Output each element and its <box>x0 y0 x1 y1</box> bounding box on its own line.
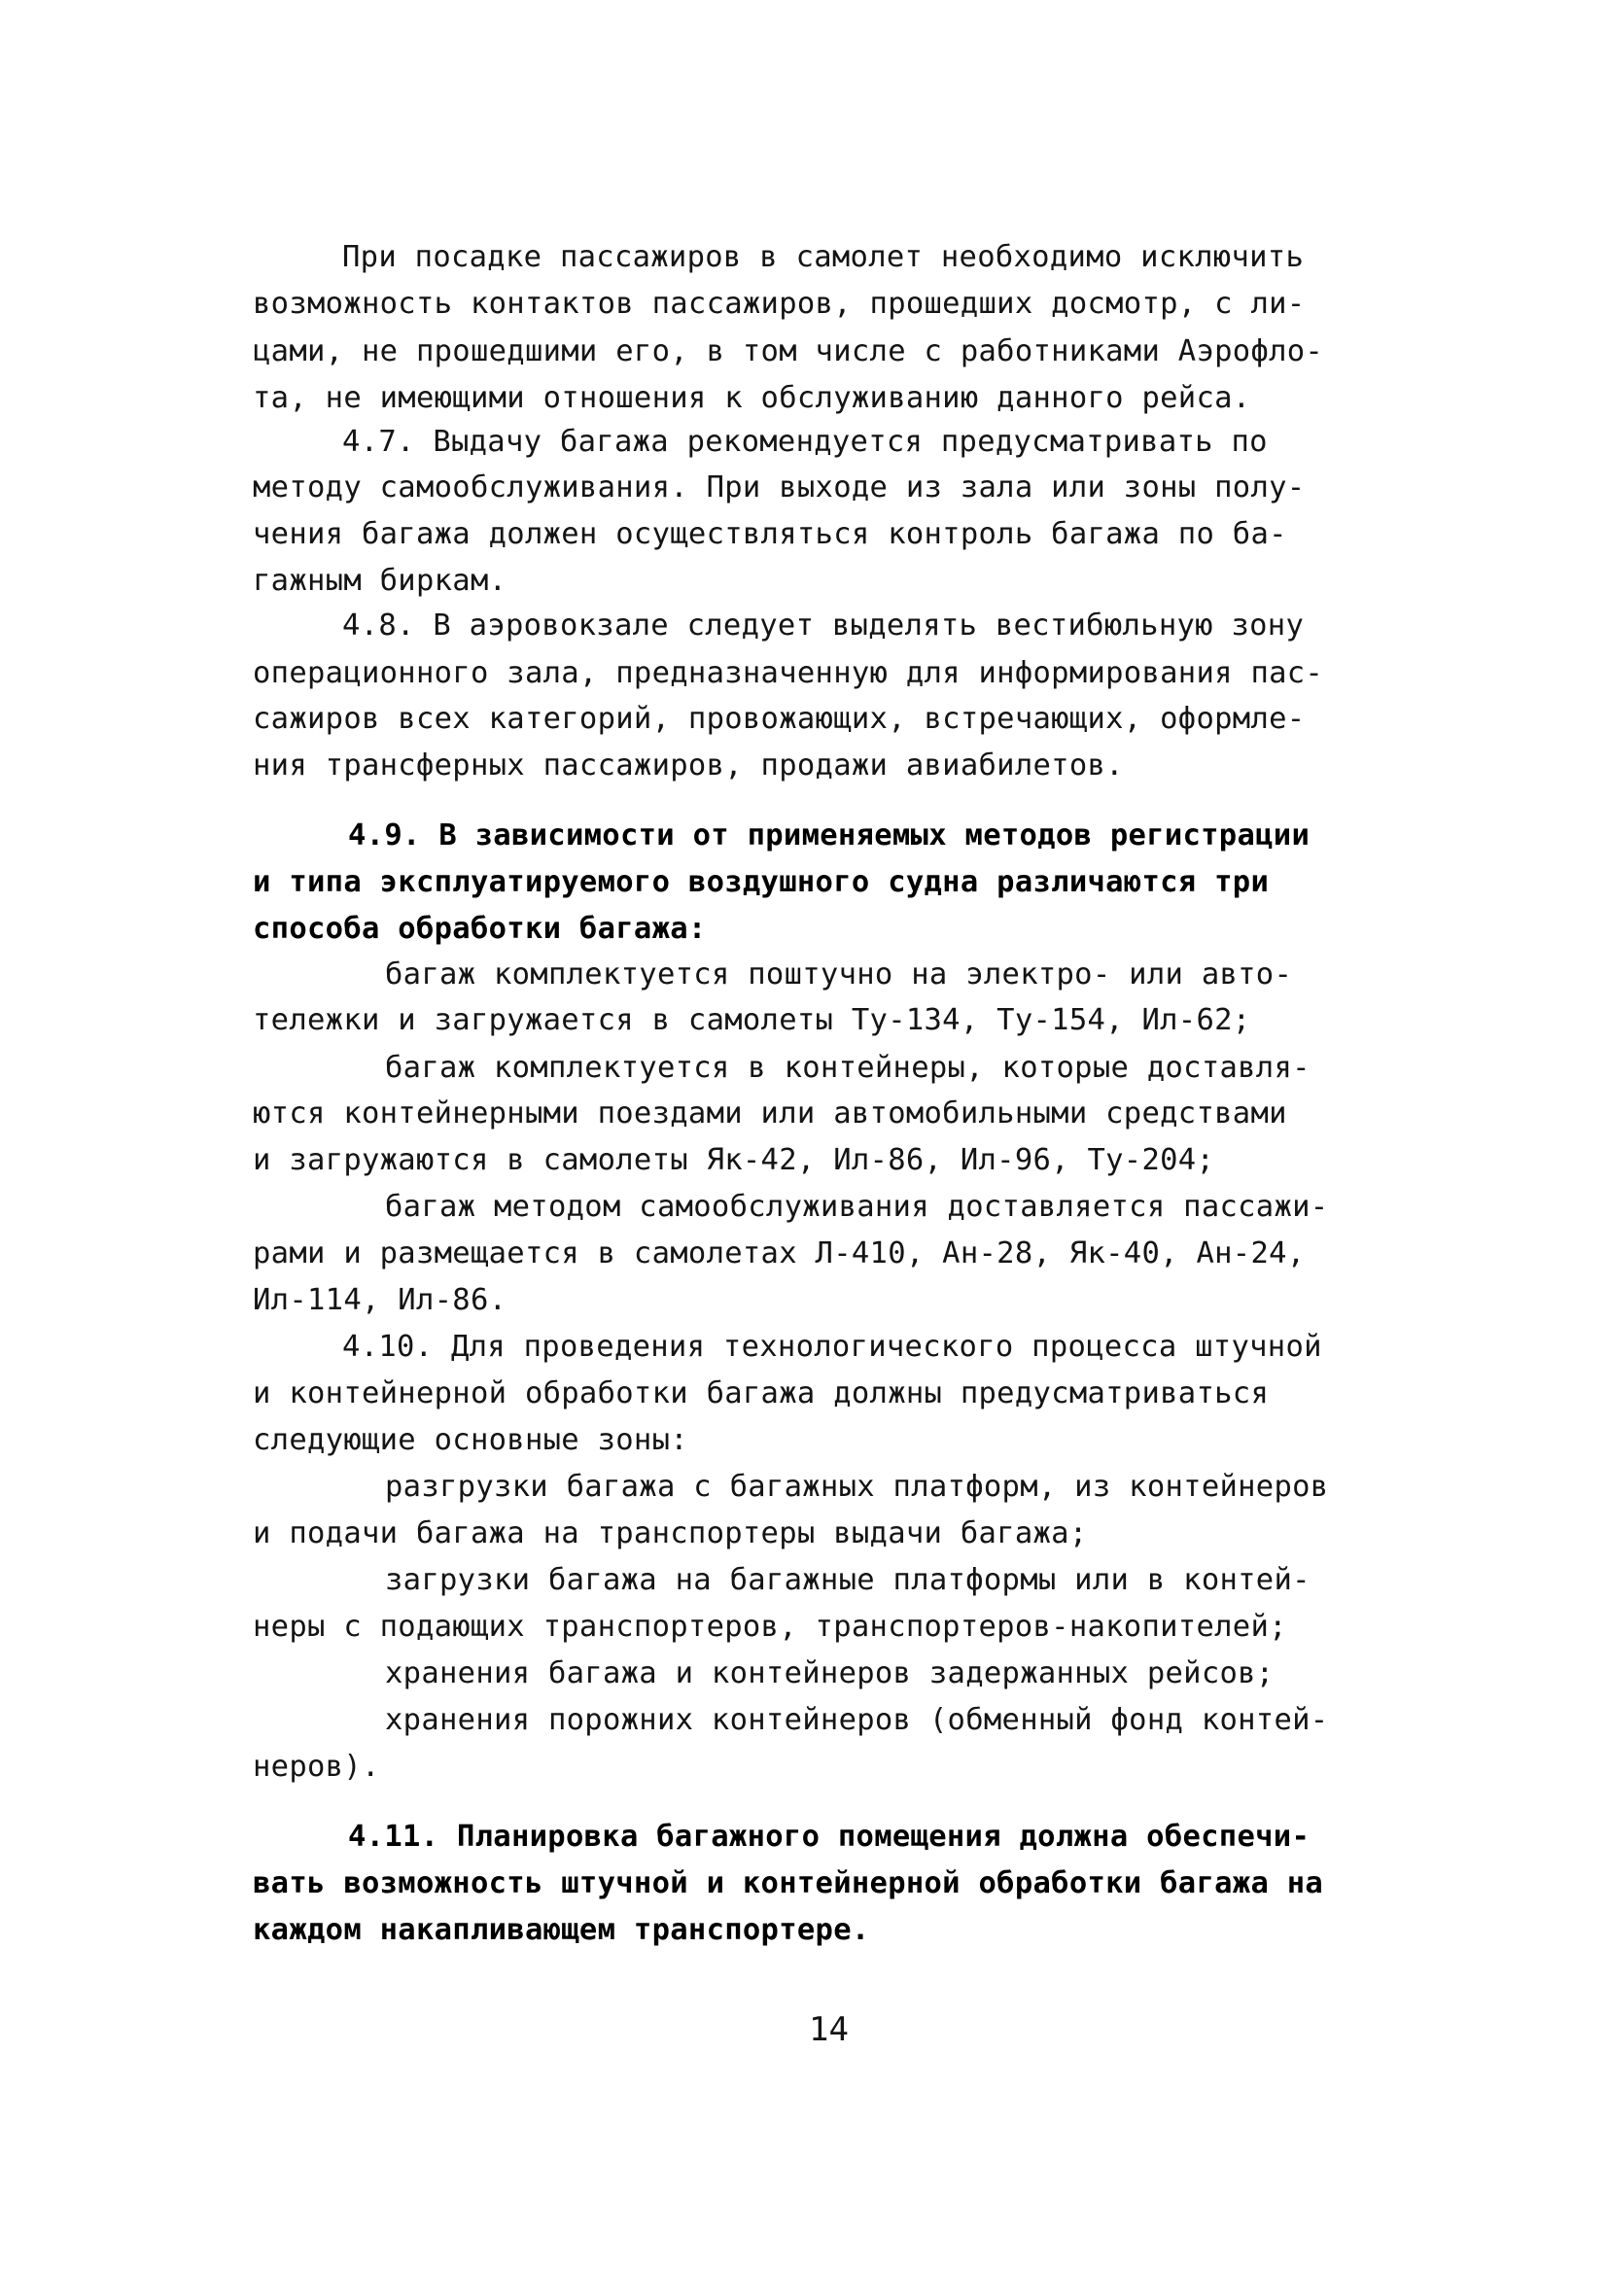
text-line: хранения порожних контейнеров (обменный фонд контей- <box>385 1703 1329 1737</box>
text-line: и подачи багажа на транспортеры выдачи багажа; <box>253 1516 1088 1550</box>
text-line: гажным биркам. <box>253 564 507 598</box>
text-line: следующие основные зоны: <box>253 1423 688 1457</box>
text-line: неров). <box>253 1750 380 1784</box>
text-line: ются контейнерными поездами или автомобильными средствами <box>253 1096 1287 1131</box>
text-line: багаж комплектуется в контейнеры, которые доставля- <box>385 1051 1311 1085</box>
text-line: сажиров всех категорий, провожающих, встречающих, оформле- <box>253 702 1306 736</box>
text-line: ния трансферных пассажиров, продажи авиабилетов. <box>253 748 1124 783</box>
text-line: рами и размещается в самолетах Л-410, Ан-28, Як-40, Ан-24, <box>253 1236 1306 1270</box>
text-line: вать возможность штучной и контейнерной обработки багажа на <box>253 1866 1324 1900</box>
text-line: способа обработки багажа: <box>253 912 707 946</box>
text-line: цами, не прошедшими его, в том числе с работниками Аэрофло- <box>253 334 1324 368</box>
page-number: 14 <box>809 2010 849 2049</box>
text-line: загрузки багажа на багажные платформы или в контей- <box>385 1563 1311 1597</box>
text-line: 4.8. В аэровокзале следует выделять вестибюльную зону <box>342 609 1305 643</box>
text-line: и загружаются в самолеты Як-42, Ил-86, Ил-96, Ту-204; <box>253 1143 1215 1177</box>
text-line: и контейнерной обработки багажа должны предусматриваться <box>253 1376 1270 1410</box>
text-line: возможность контактов пассажиров, прошедших досмотр, с ли- <box>253 287 1306 321</box>
text-line: 4.11. Планировка багажного помещения должна обеспечи- <box>348 1820 1311 1854</box>
text-line: методу самообслуживания. При выходе из зала или зоны полу- <box>253 470 1306 504</box>
text-line: чения багажа должен осуществляться контроль багажа по ба- <box>253 517 1287 551</box>
text-line: и типа эксплуатируемого воздушного судна различаются три <box>253 865 1270 899</box>
text-line: При посадке пассажиров в самолет необходимо исключить <box>342 240 1305 274</box>
text-line: хранения багажа и контейнеров задержанных рейсов; <box>385 1656 1275 1690</box>
text-line: операционного зала, предназначенную для информирования пас- <box>253 656 1324 690</box>
text-line: багаж методом самообслуживания доставляется пассажи- <box>385 1190 1329 1224</box>
text-line: та, не имеющими отношения к обслуживанию данного рейса. <box>253 381 1251 415</box>
text-line: разгрузки багажа с багажных платформ, из контейнеров <box>385 1470 1329 1504</box>
text-line: Ил-114, Ил-86. <box>253 1283 507 1317</box>
text-line: неры с подающих транспортеров, транспортеров-накопителей; <box>253 1610 1287 1644</box>
text-line: 4.10. Для проведения технологического процесса штучной <box>342 1330 1322 1364</box>
text-line: 4.9. В зависимости от применяемых методов регистрации <box>348 818 1311 852</box>
text-line: каждом накапливающем транспортере. <box>253 1913 870 1947</box>
text-line: 4.7. Выдачу багажа рекомендуется предусматривать по <box>342 425 1268 459</box>
text-line: тележки и загружается в самолеты Ту-134, Ту-154, Ил-62; <box>253 1003 1251 1037</box>
text-line: багаж комплектуется поштучно на электро- или авто- <box>385 957 1293 991</box>
